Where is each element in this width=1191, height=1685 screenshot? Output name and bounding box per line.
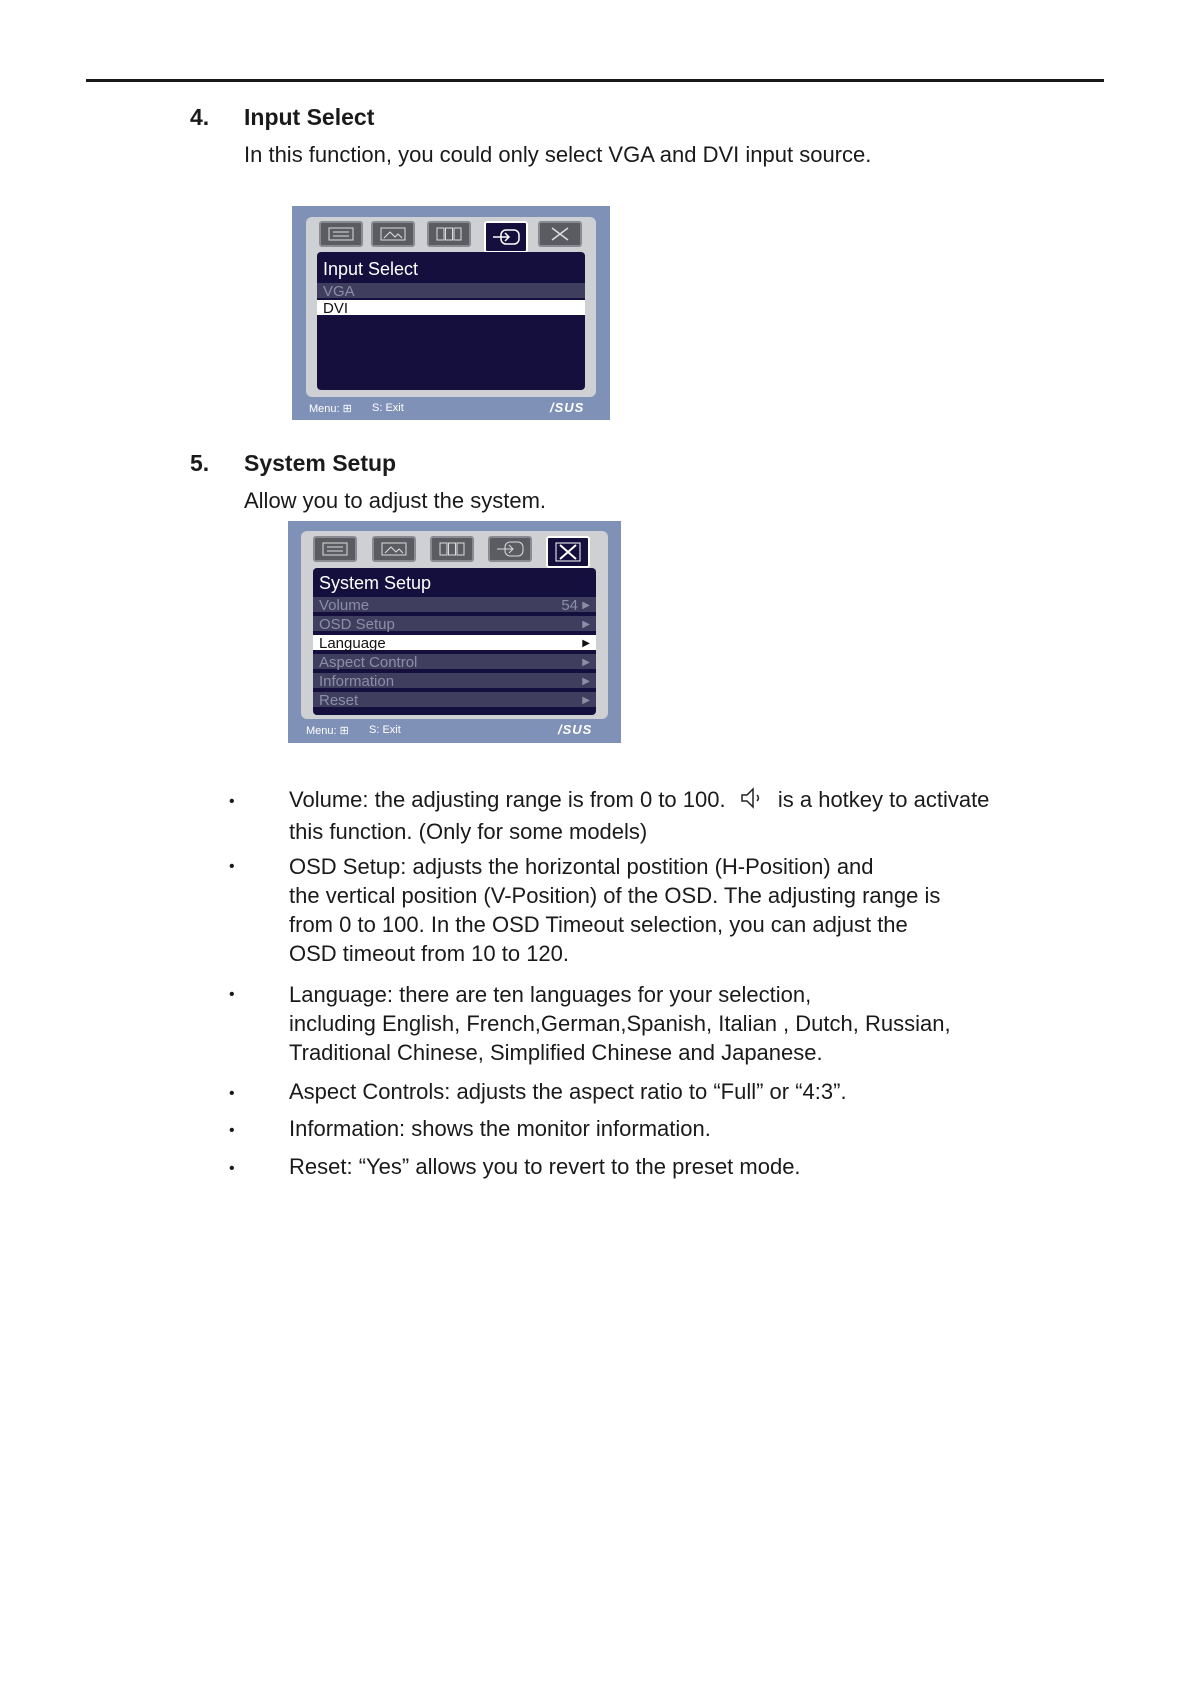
asus-logo: /SUS bbox=[550, 400, 585, 415]
speaker-icon bbox=[732, 786, 772, 817]
section5-description: Allow you to adjust the system. bbox=[244, 488, 547, 513]
menu-button-icon: ⊞ bbox=[339, 725, 349, 737]
picture-tab-icon[interactable] bbox=[371, 221, 415, 247]
input-tab-icon[interactable] bbox=[488, 536, 532, 562]
color-tab-icon[interactable] bbox=[427, 221, 471, 247]
bullet-volume: Volume: the adjusting range is from 0 to 100. is a hotkey to activate this function. (Only for some models) bbox=[289, 787, 990, 844]
asus-logo: /SUS bbox=[558, 722, 593, 737]
footer-menu-hint: Menu: ⊞ bbox=[309, 403, 352, 415]
input-tab-icon[interactable] bbox=[484, 221, 528, 253]
bullet-language: Language: there are ten languages for your selection, including English, French,German,Spanish, Italian , Dutch, Russian, Traditional Chinese, Simplified Chinese and Japanese. bbox=[289, 982, 951, 1065]
menu-item-reset[interactable]: Reset ▶ bbox=[313, 692, 596, 709]
footer-menu-hint: Menu: ⊞ bbox=[306, 725, 349, 737]
header-rule bbox=[86, 79, 1104, 82]
bullet-aspect-controls: Aspect Controls: adjusts the aspect ratio to “Full” or “4:3”. bbox=[289, 1079, 847, 1104]
osd-title: System Setup bbox=[319, 573, 432, 593]
arrow-right-icon: ▶ bbox=[582, 657, 590, 668]
arrow-right-icon: ▶ bbox=[582, 638, 590, 649]
menu-item-vga[interactable]: VGA bbox=[317, 283, 585, 300]
menu-item-dvi[interactable]: DVI bbox=[317, 300, 585, 317]
bullet-reset: Reset: “Yes” allows you to revert to the preset mode. bbox=[289, 1154, 801, 1179]
footer-exit-hint: S: Exit bbox=[369, 724, 401, 736]
section4-title: Input Select bbox=[244, 104, 375, 130]
footer-exit-hint: S: Exit bbox=[372, 402, 404, 414]
arrow-right-icon: ▶ bbox=[582, 676, 590, 687]
volume-value: 54 bbox=[561, 597, 578, 614]
menu-item-volume[interactable]: Volume 54 ▶ bbox=[313, 597, 596, 614]
section5-title: System Setup bbox=[244, 450, 397, 476]
bullet-marker: • bbox=[229, 1160, 235, 1177]
system-tab-icon[interactable] bbox=[538, 221, 582, 247]
bullet-osd-setup: OSD Setup: adjusts the horizontal postition (H-Position) and the vertical position (V-Position) of the OSD. The adjusting range is from 0 to 100. In the OSD Timeout selection, you can adjust the OSD timeout from 10 to 120. bbox=[289, 854, 941, 966]
bullet-information: Information: shows the monitor information. bbox=[289, 1116, 711, 1141]
image-tab-icon[interactable] bbox=[313, 536, 357, 562]
section4-description: In this function, you could only select VGA and DVI input source. bbox=[244, 142, 872, 167]
menu-button-icon: ⊞ bbox=[342, 403, 352, 415]
section4-number: 4. bbox=[190, 104, 210, 130]
menu-item-information[interactable]: Information ▶ bbox=[313, 673, 596, 690]
arrow-right-icon: ▶ bbox=[582, 600, 590, 611]
image-tab-icon[interactable] bbox=[319, 221, 363, 247]
menu-item-aspect-control[interactable]: Aspect Control ▶ bbox=[313, 654, 596, 671]
picture-tab-icon[interactable] bbox=[372, 536, 416, 562]
bullet-marker: • bbox=[229, 986, 235, 1003]
bullet-marker: • bbox=[229, 1085, 235, 1102]
osd-screen bbox=[317, 252, 585, 390]
menu-item-osd-setup[interactable]: OSD Setup ▶ bbox=[313, 616, 596, 633]
menu-item-language[interactable]: Language ▶ bbox=[313, 635, 596, 652]
bullet-marker: • bbox=[229, 1122, 235, 1139]
input-select-osd bbox=[292, 206, 610, 420]
system-setup-osd bbox=[288, 521, 621, 743]
color-tab-icon[interactable] bbox=[430, 536, 474, 562]
arrow-right-icon: ▶ bbox=[582, 695, 590, 706]
system-tab-icon[interactable] bbox=[546, 536, 590, 568]
osd-screen bbox=[313, 568, 596, 715]
bullet-marker: • bbox=[229, 858, 235, 875]
section5-number: 5. bbox=[190, 450, 210, 476]
osd-title: Input Select bbox=[323, 259, 419, 279]
bullet-marker: • bbox=[229, 793, 235, 810]
arrow-right-icon: ▶ bbox=[582, 619, 590, 630]
